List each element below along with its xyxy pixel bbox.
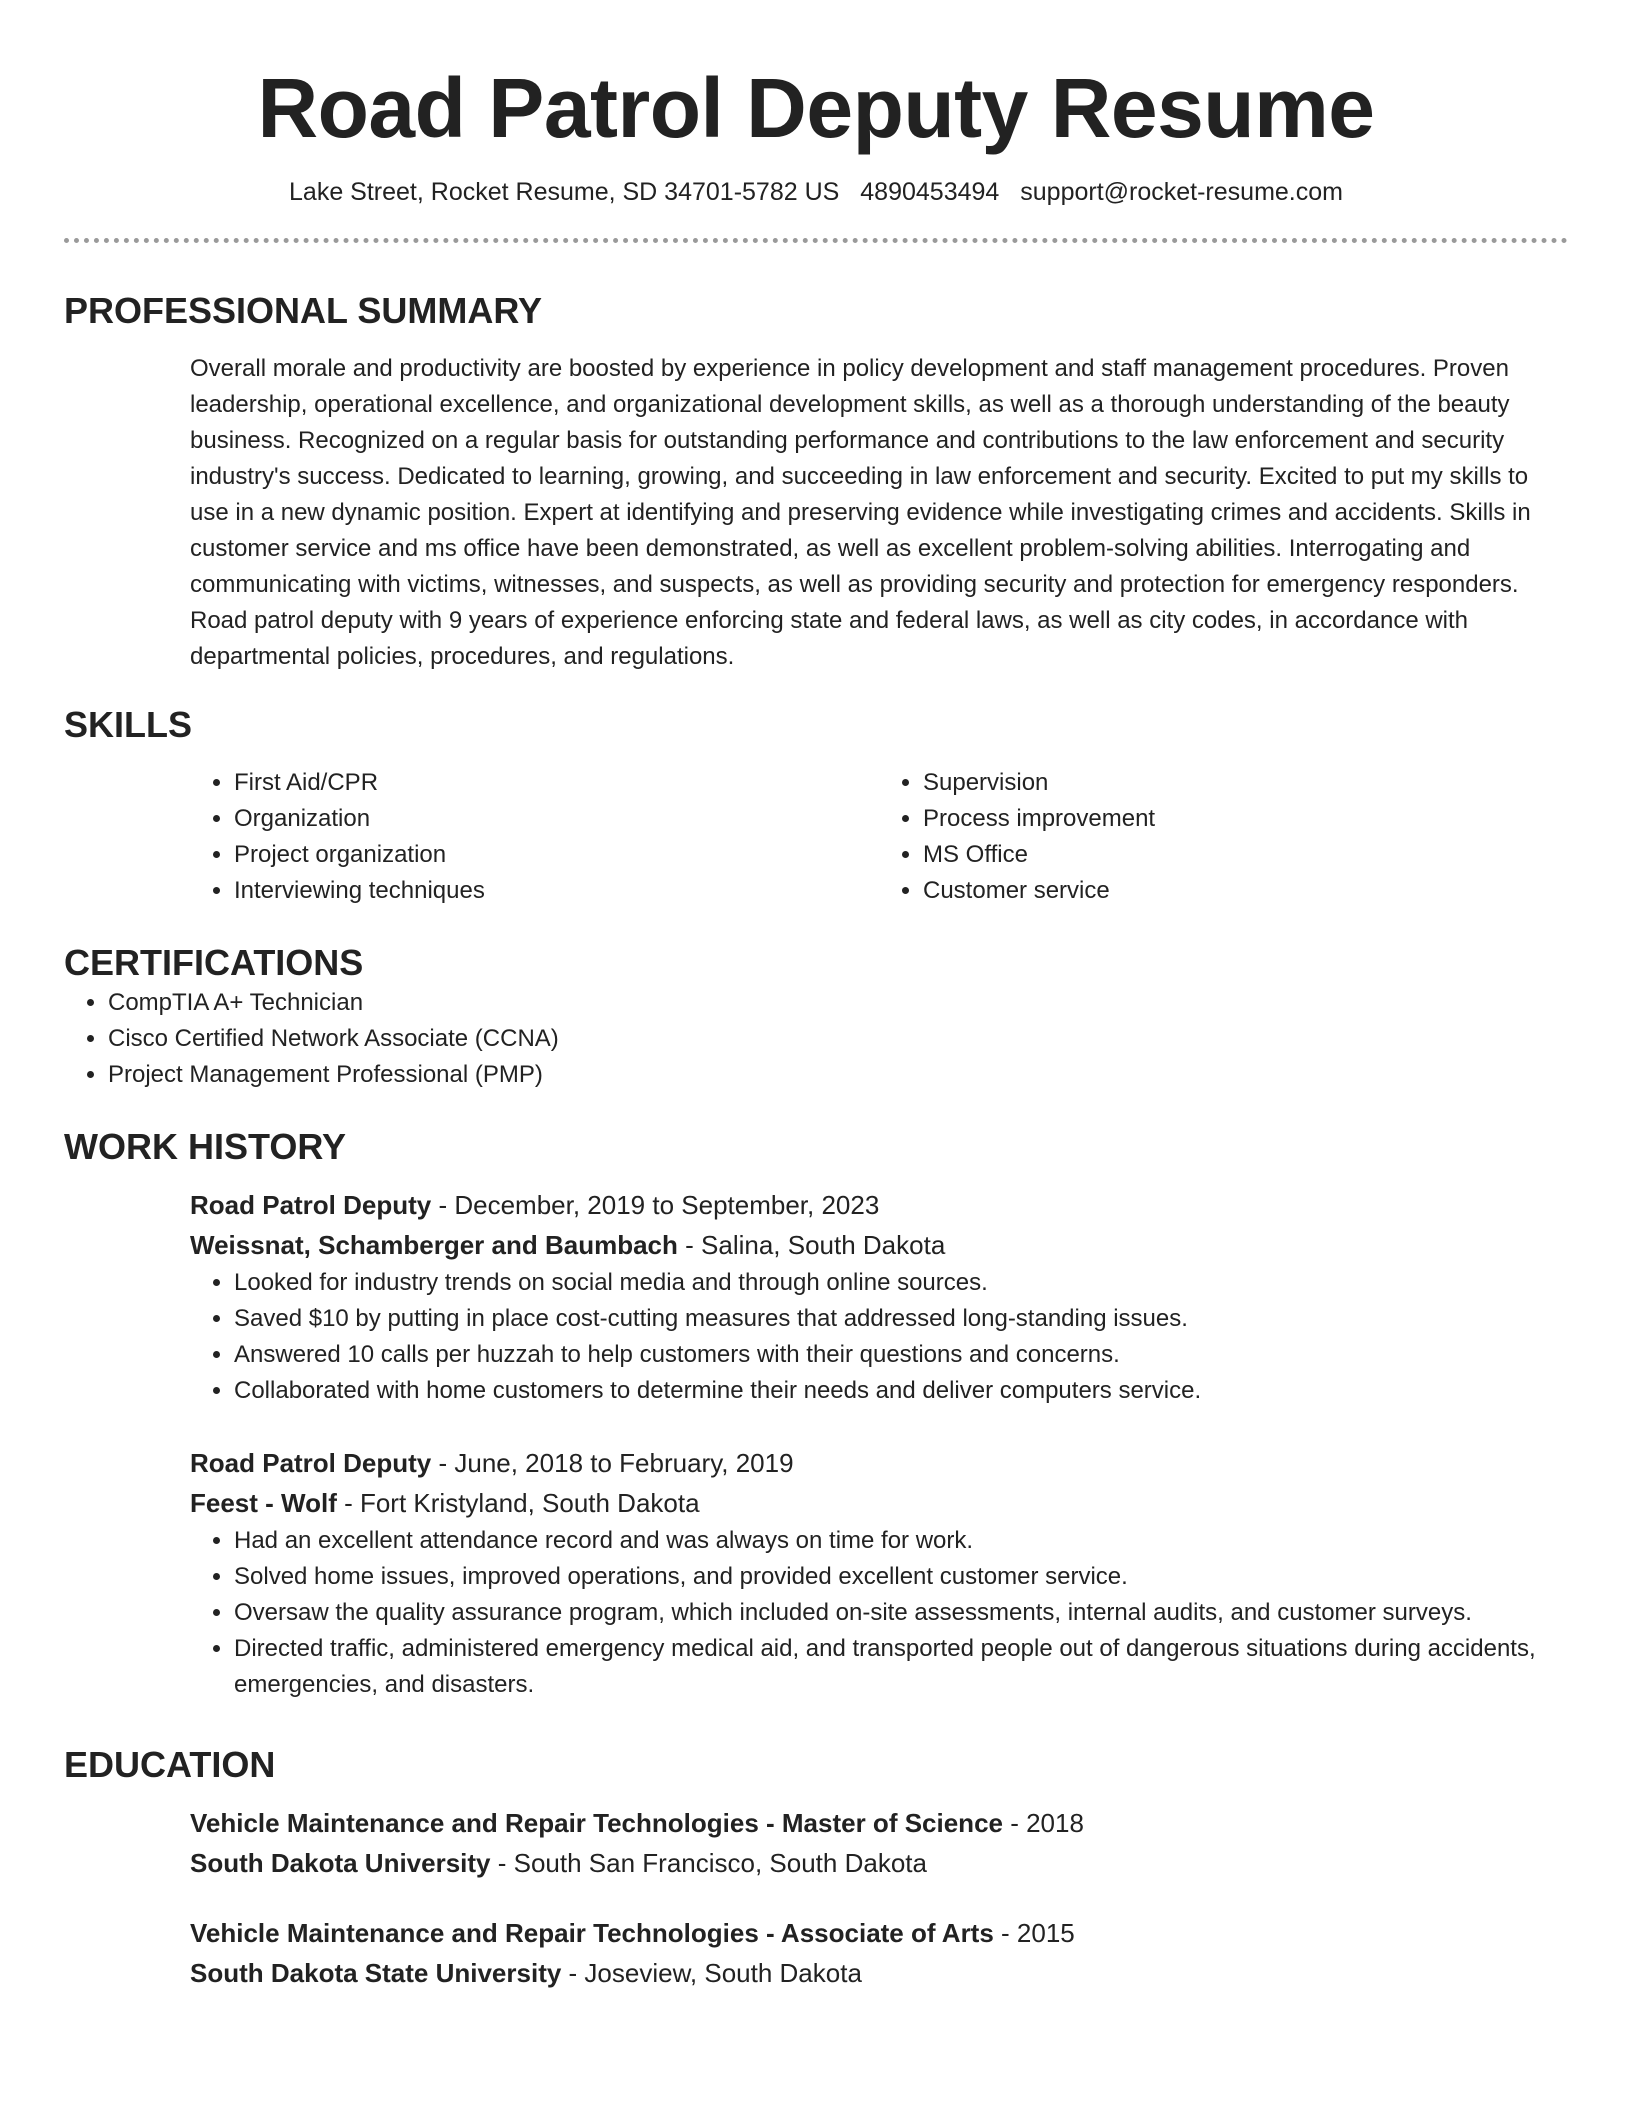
contact-address: Lake Street, Rocket Resume, SD 34701-5782 US — [289, 178, 840, 206]
job-duty: • Had an excellent attendance record and was always on time for work. — [234, 1523, 1568, 1559]
skills-columns — [190, 765, 1568, 909]
education-location: - Joseview, South Dakota — [561, 1958, 862, 1988]
job-duty: • Directed traffic, administered emergency medical aid, and transported people out of dangerous situations during accidents, emergencies, and disasters. — [234, 1631, 1568, 1703]
job-title: Road Patrol Deputy — [190, 1448, 432, 1478]
skill-item: • First Aid/CPR — [234, 765, 879, 801]
summary-heading: PROFESSIONAL SUMMARY — [64, 290, 543, 331]
job-title-line — [190, 1443, 1568, 1483]
certification-item: • Project Management Professional (PMP) — [108, 1057, 1568, 1093]
education-school: South Dakota State University — [190, 1958, 562, 1988]
skill-item: • Process improvement — [923, 801, 1568, 837]
education-school-line — [190, 1843, 1568, 1883]
contact-email: support@rocket-resume.com — [1020, 178, 1343, 206]
job-company: Weissnat, Schamberger and Baumbach — [190, 1230, 678, 1260]
education-year: - 2018 — [1002, 1808, 1084, 1838]
skills-left-list — [190, 765, 879, 909]
education-school-line — [190, 1953, 1568, 1993]
job-duty: • Looked for industry trends on social media and through online sources. — [234, 1265, 1568, 1301]
job-entry — [190, 1185, 1568, 1409]
education-degree-line — [190, 1803, 1568, 1843]
job-duties-list — [190, 1265, 1568, 1409]
skills-right-list — [879, 765, 1568, 909]
education-location: - South San Francisco, South Dakota — [490, 1848, 927, 1878]
skill-item: • MS Office — [923, 837, 1568, 873]
certification-item: • CompTIA A+ Technician — [108, 985, 1568, 1021]
work-history-heading: WORK HISTORY — [64, 1126, 347, 1167]
job-location: - Salina, South Dakota — [677, 1230, 946, 1260]
summary-text: Overall morale and productivity are boosted by experience in policy development and staff management procedures. Proven leadership, operational excellence, and organizational development skills, as well as a thorough understanding of the beauty business. Recognized on a regular basis for outstanding performance and contributions to the law enforcement and security industry's success. Dedicated to learning, growing, and succeeding in law enforcement and security. Excited to put my skills to use in a new dynamic position. Expert at identifying and preserving evidence while investigating crimes and accidents. Skills in customer service and ms office have been demonstrated, as well as excellent problem-solving abilities. Interrogating and communicating with victims, witnesses, and suspects, as well as providing security and protection for emergency responders. Road patrol deputy with 9 years of experience enforcing state and federal laws, as well as city codes, in accordance with departmental policies, procedures, and regulations. — [190, 355, 1531, 670]
job-entry — [190, 1443, 1568, 1703]
job-duty: • Oversaw the quality assurance program, which included on-site assessments, internal audits, and customer surveys. — [234, 1595, 1568, 1631]
skills-heading: SKILLS — [64, 704, 193, 745]
job-duty: • Solved home issues, improved operations, and provided excellent customer service. — [234, 1559, 1568, 1595]
education-school: South Dakota University — [190, 1848, 491, 1878]
certification-item: • Cisco Certified Network Associate (CCNA) — [108, 1021, 1568, 1057]
skill-item: • Customer service — [923, 873, 1568, 909]
job-company: Feest - Wolf — [190, 1488, 337, 1518]
certifications-heading: CERTIFICATIONS — [64, 942, 364, 983]
resume-title: Road Patrol Deputy Resume — [257, 61, 1375, 155]
job-dates: - December, 2019 to September, 2023 — [431, 1190, 880, 1220]
skill-item: • Supervision — [923, 765, 1568, 801]
skill-item: • Organization — [234, 801, 879, 837]
job-company-line — [190, 1483, 1568, 1523]
job-duty: • Answered 10 calls per huzzah to help customers with their questions and concerns. — [234, 1337, 1568, 1373]
education-degree-line — [190, 1913, 1568, 1953]
education-degree: Vehicle Maintenance and Repair Technologies - Master of Science — [190, 1808, 1003, 1838]
education-year: - 2015 — [993, 1918, 1075, 1948]
job-duty: • Saved $10 by putting in place cost-cutting measures that addressed long-standing issues. — [234, 1301, 1568, 1337]
job-duty: • Collaborated with home customers to determine their needs and deliver computers service. — [234, 1373, 1568, 1409]
job-duties-list — [190, 1523, 1568, 1703]
job-title-line — [190, 1185, 1568, 1225]
education-entry — [190, 1913, 1568, 1993]
education-heading: EDUCATION — [64, 1744, 276, 1785]
education-degree: Vehicle Maintenance and Repair Technologies - Associate of Arts — [190, 1918, 994, 1948]
skill-item: • Project organization — [234, 837, 879, 873]
certifications-list — [64, 985, 1568, 1093]
job-company-line — [190, 1225, 1568, 1265]
skill-item: • Interviewing techniques — [234, 873, 879, 909]
job-dates: - June, 2018 to February, 2019 — [431, 1448, 794, 1478]
job-title: Road Patrol Deputy — [190, 1190, 432, 1220]
job-location: - Fort Kristyland, South Dakota — [336, 1488, 700, 1518]
header-divider — [64, 238, 1568, 243]
contact-phone: 4890453494 — [860, 178, 1000, 206]
education-entry — [190, 1803, 1568, 1883]
resume-page — [64, 0, 1568, 1993]
contact-line — [64, 176, 1568, 208]
